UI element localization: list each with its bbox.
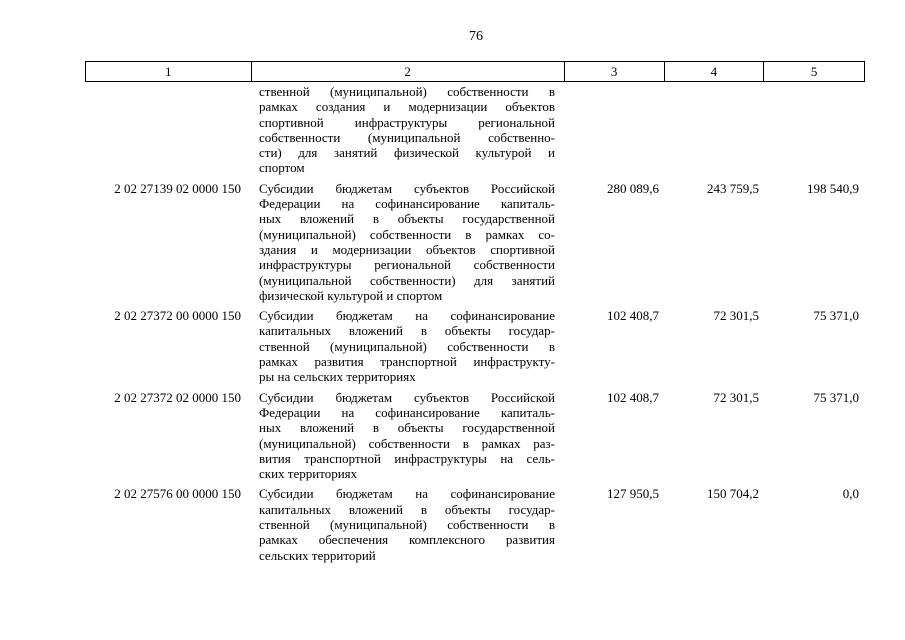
table-row xyxy=(85,181,865,303)
description-line: ственной (муниципальной) собственности в xyxy=(259,84,555,99)
budget-code: 2 02 27139 02 0000 150 xyxy=(114,180,241,196)
description-line: ных вложений в объекты государственной xyxy=(259,211,555,227)
description-line: ных вложений в объекты государственной xyxy=(259,420,555,436)
amount-col-5: 75 371,0 xyxy=(813,308,859,324)
table-body xyxy=(85,84,865,563)
description-line: капитальных вложений в объекты государ- xyxy=(259,323,555,339)
row-description xyxy=(251,181,565,303)
column-header-5: 5 xyxy=(810,64,818,79)
description-line: (муниципальной) собственности в рамках раз- xyxy=(259,435,555,451)
amount-col-3: 102 408,7 xyxy=(607,389,659,405)
description-line: ственной (муниципальной) собственности в xyxy=(259,338,555,354)
amount-col-3: 127 950,5 xyxy=(607,486,659,502)
description-line: спортом xyxy=(259,160,305,176)
column-header-4: 4 xyxy=(665,62,765,81)
column-header-2: 2 xyxy=(252,62,565,81)
column-header-1: 1 xyxy=(86,62,252,81)
description-line: ских территориях xyxy=(259,466,358,482)
budget-code: 2 02 27372 00 0000 150 xyxy=(114,308,241,324)
amount-col-4: 72 301,5 xyxy=(713,308,759,324)
description-line: (муниципальной собственности) для занятий xyxy=(259,272,555,288)
description-line: ственной (муниципальной) собственности в xyxy=(259,517,555,533)
table-header xyxy=(85,61,865,82)
description-line: ры на сельских территориях xyxy=(259,369,416,385)
description-line: инфраструктуры региональной собственности xyxy=(259,257,555,273)
description-line: здания и модернизации объектов спортивной xyxy=(259,241,555,257)
description-line: Субсидии бюджетам на софинансирование xyxy=(259,308,555,324)
amount-col-3: 280 089,6 xyxy=(607,180,659,196)
amount-col-5: 0,0 xyxy=(842,486,859,502)
amount-col-4: 72 301,5 xyxy=(713,389,759,405)
description-line: Федерации на софинансирование капиталь- xyxy=(259,196,555,212)
amount-col-4: 150 704,2 xyxy=(707,486,759,502)
table-row xyxy=(85,84,865,176)
column-header-3: 3 xyxy=(565,62,665,81)
description-line: вития транспортной инфраструктуры на сель- xyxy=(259,450,555,466)
amount-col-4: 243 759,5 xyxy=(707,180,759,196)
description-line: физической культурой и спортом xyxy=(259,287,443,303)
table-row xyxy=(85,390,865,482)
row-description xyxy=(251,390,565,482)
description-line: капитальных вложений в объекты государ- xyxy=(259,501,555,517)
description-line: Федерации на софинансирование капиталь- xyxy=(259,404,555,420)
description-line: (муниципальной) собственности в рамках со- xyxy=(259,226,555,242)
amount-col-5: 75 371,0 xyxy=(813,389,859,405)
description-line: Субсидии бюджетам субъектов Российской xyxy=(259,180,555,196)
description-line: рамках развития транспортной инфраструкту- xyxy=(259,354,555,370)
table-row xyxy=(85,486,865,562)
budget-code: 2 02 27372 02 0000 150 xyxy=(114,389,241,405)
budget-code: 2 02 27576 00 0000 150 xyxy=(114,486,241,502)
row-description xyxy=(251,308,565,384)
row-description xyxy=(251,84,565,176)
description-line: собственности (муниципальной собственно- xyxy=(259,129,555,145)
description-line: рамках обеспечения комплексного развития xyxy=(259,532,555,548)
page-number: 76 xyxy=(469,29,483,44)
description-line: рамках создания и модернизации объектов xyxy=(259,99,555,115)
row-description xyxy=(251,486,565,562)
description-line: сельских территорий xyxy=(259,547,376,563)
table-row xyxy=(85,308,865,384)
description-line: Субсидии бюджетам субъектов Российской xyxy=(259,389,555,405)
amount-col-3: 102 408,7 xyxy=(607,308,659,324)
description-line: Субсидии бюджетам на софинансирование xyxy=(259,486,555,502)
amount-col-5: 198 540,9 xyxy=(807,180,859,196)
description-line: спортивной инфраструктуры региональной xyxy=(259,114,555,130)
description-line: сти) для занятий физической культурой и xyxy=(259,145,555,161)
